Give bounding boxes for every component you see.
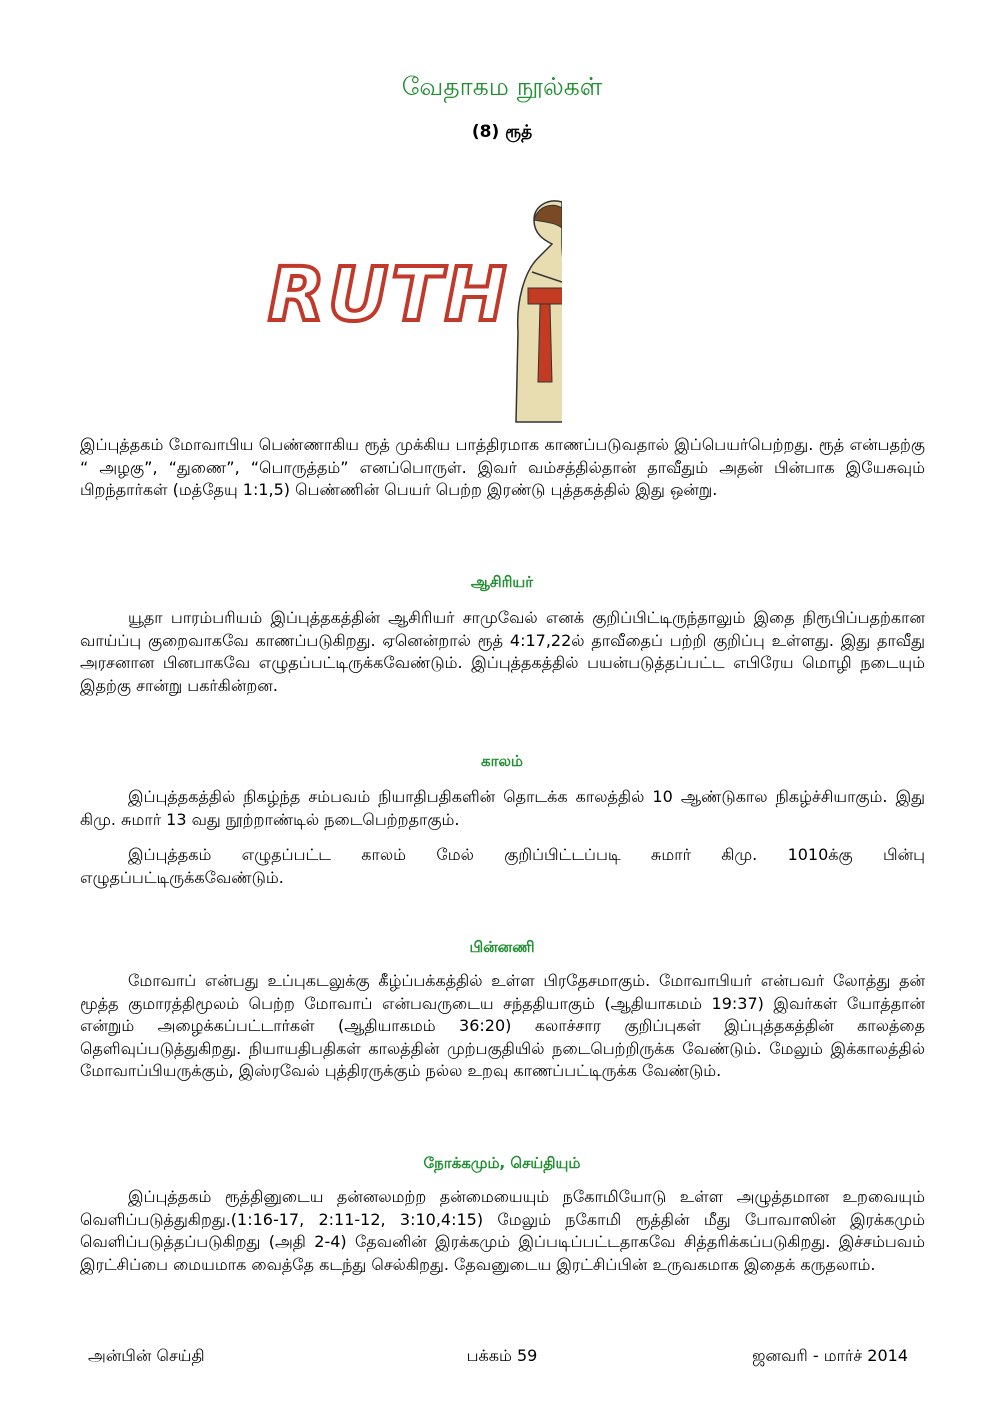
section-heading-purpose: நோக்கமும், செய்தியும் bbox=[423, 1154, 581, 1172]
purpose-paragraph: இப்புத்தகம் ரூத்தினுடைய தன்னலமற்ற தன்மையையும் நகோமியோடு உள்ள அழுத்தமான உறவையும் வெளிப்படுத்துகிறது.(1:16-17, 2:11-12, 3:10,4:15) மேலும் நகோமி ரூத்தின் மீது போவாஸின் இரக்கமும் வெளிப்படுத்தப்படுகிறது (அதி 2-4) தேவனின் இரக்கமும் இப்படிப்பட்டதாகவே சித்தரிக்கப்படுகிறது. இச்சம்பவம் இரட்சிப்பை மையமாக வைத்தே கடந்து செல்கிறது. தேவனுடைய இரட்சிப்பின் உருவகமாக இதைக் கருதலாம். bbox=[80, 1187, 925, 1274]
footer-issue-date: ஜனவரி - மார்ச் 2014 bbox=[752, 1346, 908, 1365]
period-paragraph-1: இப்புத்தகத்தில் நிகழ்ந்த சம்பவம் நியாதிபதிகளின் தொடக்க காலத்தில் 10 ஆண்டுகால நிகழ்ச்சியாகும். இது கிமு. சுமார் 13 வது நூற்றாண்டில் நடைபெற்றதாகும். bbox=[80, 787, 926, 829]
footer-page-number: பக்கம் 59 bbox=[466, 1346, 538, 1365]
chapter-title: (8) ரூத் bbox=[471, 122, 533, 142]
section-heading-background: பின்னணி bbox=[469, 938, 535, 956]
period-paragraph-2: இப்புத்தகம் எழுதப்பட்ட காலம் மேல் குறிப்பிட்டப்படி சுமார் கிமு. 1010க்கு பின்பு எழுதப்பட்டிருக்கவேண்டும். bbox=[80, 845, 925, 887]
section-heading-period: காலம் bbox=[481, 752, 523, 770]
ruth-logo-text: RUTH bbox=[268, 252, 510, 338]
section-heading-author: ஆசிரியர் bbox=[470, 573, 534, 591]
background-paragraph: மோவாப் என்பது உப்புகடலுக்கு கீழ்ப்பக்கத்தில் உள்ள பிரதேசமாகும். மோவாபியர் என்பவர் லோத்து தன் மூத்த குமாரத்திமூலம் பெற்ற மோவாப் என்பவருடைய சந்ததியாகும் (ஆதியாகமம் 19:37) இவர்கள் யோத்தான் என்றும் அழைக்கப்பட்டார்கள் (ஆதியாகமம் 36:20) கலாச்சார குறிப்புகள் இப்புத்தகத்தின் காலத்தை தெளிவுப்படுத்துகிறது. நியாயதிபதிகள் காலத்தின் முற்பகுதியில் நடைபெற்றிருக்க வேண்டும். மேலும் இக்காலத்தில் மோவாப்பியருக்கும், இஸ்ரவேல் புத்திரருக்கும் நல்ல உறவு காணப்பட்டிருக்க வேண்டும். bbox=[80, 971, 926, 1080]
ruth-illustration bbox=[262, 182, 562, 428]
woman-figure bbox=[516, 201, 562, 422]
page-title: வேதாகம நூல்கள் bbox=[401, 72, 603, 101]
author-paragraph: யூதா பாரம்பரியம் இப்புத்தகத்தின் ஆசிரியர் சாமுவேல் எனக் குறிப்பிட்டிருந்தாலும் இதை நிரூபிப்பதற்கான வாய்ப்பு குறைவாகவே காணப்படுகிறது. ஏனென்றால் ரூத் 4:17,22ல் தாவீதைப் பற்றி குறிப்பு உள்ளது. இது தாவீது அரசனான பினபாகவே எழுதப்பட்டிருக்கவேண்டும். இப்புத்தகத்தில் பயன்படுத்தப்பட்ட எபிரேய மொழி நடையும் இதற்கு சான்று பகர்கின்றன. bbox=[80, 608, 926, 695]
footer-magazine-name: அன்பின் செய்தி bbox=[88, 1346, 205, 1365]
intro-paragraph: இப்புத்தகம் மோவாபிய பெண்ணாகிய ரூத் முக்கிய பாத்திரமாக காணப்படுவதால் இப்பெயர்பெற்றது. ரூத் என்பதற்கு “ அழகு”, “துணை”, “பொருத்தம்” எனப்பொருள். இவர் வம்சத்தில்தான் தாவீதும் அதன் பின்பாக இயேசுவும் பிறந்தார்கள் (மத்தேயு 1:1,5) பெண்ணின் பெயர் பெற்ற இரண்டு புத்தகத்தில் இது ஒன்று. bbox=[80, 435, 925, 499]
